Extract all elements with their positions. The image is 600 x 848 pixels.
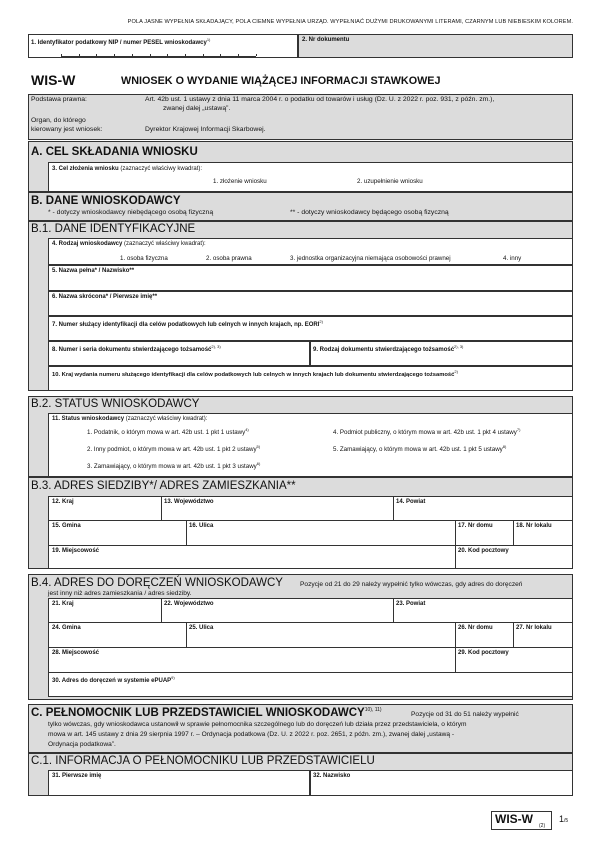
b4-commune-field[interactable]: 24. Gmina: [52, 625, 81, 631]
status-opt-2[interactable]: 2. Inny podmiot, o którym mowa w art. 42b ust. 1 pkt 2 ustawy$^{5)}$: [87, 444, 261, 454]
section-c-title: C. PEŁNOMOCNIK LUB PRZEDSTAWICIEL $WNIOSKODAWCY^{10), 11)}$: [31, 707, 382, 719]
doc-number-label: 2. Nr dokumentu: [302, 37, 350, 43]
b3-postcode-field[interactable]: 20. Kod pocztowy: [458, 548, 509, 554]
section-c-note-b: tylko wówczas, gdy wnioskodawca ustanowił w sprawie pełnomocnika szczególnego lub do doręczeń lub działa przez przedstawiciela, o którym: [48, 721, 467, 728]
proxy-last-name-label: 32. Nazwisko: [313, 773, 351, 779]
b4-epuap-field[interactable]: 30. Adres do doręczeń w systemie ePUAP$^{9)}$: [52, 675, 175, 684]
b3-county-field[interactable]: 14. Powiat: [396, 499, 426, 505]
purpose-option-1[interactable]: 1. złożenie wniosku: [213, 178, 267, 185]
nip-char-tick: [185, 54, 186, 56]
b4-apartment-field[interactable]: 27. Nr lokalu: [516, 625, 552, 631]
section-b4-note-a: Pozycje od 21 do 29 należy wypełnić tylko wówczas, gdy adres do doręczeń: [300, 581, 523, 588]
nip-char-tick: [150, 54, 151, 56]
b4-country-field[interactable]: 21. Kraj: [52, 601, 74, 607]
section-c1-title: C.1. INFORMACJA O PEŁNOMOCNIKU LUB PRZEDSTAWICIELU: [31, 755, 375, 767]
status-opt-5[interactable]: 5. Zamawiający, o którym mowa w art. 42b ust. 1 pkt 5 ustawy$^{8)}$: [333, 444, 507, 454]
section-b1-title: B.1. DANE IDENTYFIKACYJNE: [31, 223, 196, 235]
applicant-type-opt-2[interactable]: 2. osoba prawna: [206, 255, 252, 262]
b3-commune-field[interactable]: 15. Gmina: [52, 523, 81, 529]
nip-char-tick: [256, 54, 257, 56]
b4-street-field[interactable]: 25. Ulica: [189, 625, 214, 631]
status-opt-4[interactable]: 4. Podmiot publiczny, o którym mowa w art. 42b ust. 1 pkt 4 ustawy$^{7)}$: [333, 427, 521, 437]
footer-page-number: 1/5: [559, 814, 569, 824]
section-b4-title: B.4. ADRES DO DORĘCZEŃ WNIOSKODAWCY: [31, 577, 283, 589]
nip-char-tick: [132, 54, 133, 56]
nip-char-tick: [114, 54, 115, 56]
purpose-option-2[interactable]: 2. uzupełnienie wniosku: [357, 178, 423, 185]
section-b-note-2: ** - dotyczy wnioskodawcy będącego osobą fizyczną: [290, 209, 449, 216]
proxy-first-name-label: 31. Pierwsze imię: [52, 773, 102, 779]
footer-form-code: WIS-W: [495, 812, 533, 826]
status-opt-1[interactable]: 1. Podatnik, o którym mowa w art. 42b ust. 1 pkt 1 ustawy$^{4)}$: [87, 427, 249, 437]
organ-text: Dyrektor Krajowej Informacji Skarbowej.: [145, 126, 266, 133]
applicant-type-opt-4[interactable]: 4. inny: [503, 255, 522, 262]
nip-baseline: [61, 56, 256, 57]
nip-char-tick: [203, 54, 204, 56]
nip-char-tick: [61, 54, 62, 56]
nip-char-tick: [96, 54, 97, 56]
b3-house-field[interactable]: 17. Nr domu: [458, 523, 493, 529]
applicant-type-opt-3[interactable]: 3. jednostka organizacyjna niemająca osobowości prawnej: [290, 255, 451, 262]
b4-house-field[interactable]: 26. Nr domu: [458, 625, 493, 631]
b3-city-field[interactable]: 19. Miejscowość: [52, 548, 100, 554]
section-c-note-c: mowa w art. 145 ustawy z dnia 29 sierpnia 1997 r. – Ordynacja podatkowa (Dz. U. z 2022 r. poz. 2651, z późn. zm.), zwanej dalej „ustawą -: [48, 731, 455, 738]
organ-label-b: kierowany jest wniosek:: [31, 126, 103, 133]
nip-char-tick: [220, 54, 221, 56]
section-b3-title: B.3. ADRES SIEDZIBY*/ ADRES ZAMIESZKANIA**: [31, 480, 296, 492]
section-a-title: A. CEL SKŁADANIA WNIOSKU: [31, 146, 198, 158]
b4-voivodeship-field[interactable]: 22. Województwo: [164, 601, 214, 607]
short-name-label: 6. Nazwa skrócona* / Pierwsze imię**: [52, 294, 158, 300]
form-code: WIS-W: [31, 72, 76, 88]
section-b-title: B. DANE WNIOSKODAWCY: [31, 195, 181, 207]
b3-voivodeship-field[interactable]: 13. Województwo: [164, 499, 214, 505]
nip-char-tick: [238, 54, 239, 56]
nip-char-tick: [79, 54, 80, 56]
status-label: 11. Status wnioskodawcy (zaznaczyć właściwy kwadrat):: [52, 416, 208, 422]
full-name-label: 5. Nazwa pełna* / Nazwisko**: [52, 268, 135, 274]
form-title: WNIOSEK O WYDANIE WIĄŻĄCEJ INFORMACJI STAWKOWEJ: [121, 75, 441, 87]
section-b2-title: B.2. STATUS WNIOSKODAWCY: [31, 398, 200, 410]
top-note: POLA JASNE WYPEŁNIA SKŁADAJĄCY, POLA CIEMNE WYPEŁNIA URZĄD. WYPEŁNIAĆ DUŻYMI DRUKOWANYMI LITERAMI, CZARNYM LUB NIEBIESKIM KOLOREM.: [127, 19, 573, 25]
b4-city-field[interactable]: 28. Miejscowość: [52, 650, 100, 656]
section-c-note-a: Pozycje od 31 do 51 należy wypełnić: [411, 711, 519, 718]
b3-country-field[interactable]: 12. Kraj: [52, 499, 74, 505]
section-b-note-1: * - dotyczy wnioskodawcy niebędącego osobą fizyczną: [48, 209, 214, 216]
purpose-label: 3. Cel złożenia wniosku (zaznaczyć właściwy kwadrat):: [52, 166, 203, 172]
basis-text: Art. 42b ust. 1 ustawy z dnia 11 marca 2004 r. o podatku od towarów i usług (Dz. U. z 2022 r. poz. 931, z późn. zm.),: [145, 96, 495, 103]
id-number-label: 8. Numer i seria dokumentu stwierdzającego tożsamość$^{2), 3)}$: [52, 344, 221, 353]
basis-label: Podstawa prawna:: [31, 96, 87, 103]
nip-char-tick: [167, 54, 168, 56]
b3-street-field[interactable]: 16. Ulica: [189, 523, 214, 529]
b4-county-field[interactable]: 23. Powiat: [396, 601, 426, 607]
organ-label-a: Organ, do którego: [31, 117, 86, 124]
b4-postcode-field[interactable]: 29. Kod pocztowy: [458, 650, 509, 656]
id-type-label: 9. Rodzaj dokumentu stwierdzającego tożsamość$^{2), 3)}$: [313, 344, 464, 353]
issuing-country-label: 10. Kraj wydania numeru służącego identyfikacji dla celów podatkowych lub celnych w innych krajach lub dokumentu stwierdzającego tożsamość$^{2)}$: [52, 369, 458, 378]
footer-version: (2): [539, 823, 546, 829]
status-opt-3[interactable]: 3. Zamawiający, o którym mowa w art. 42b ust. 1 pkt 3 ustawy$^{6)}$: [87, 461, 261, 471]
nip-label: 1. Identyfikator podatkowy NIP / numer PESEL wnioskodawcy$^{1)}$: [31, 37, 211, 46]
applicant-type-opt-1[interactable]: 1. osoba fizyczna: [120, 255, 168, 262]
section-b4-note-b: jest inny niż adres zamieszkania / adres siedziby.: [48, 590, 192, 597]
eori-label: 7. Numer służący identyfikacji dla celów podatkowych lub celnych w innych krajach, np. EORI$^{2)}$: [52, 319, 323, 328]
applicant-type-label: 4. Rodzaj wnioskodawcy (zaznaczyć właściwy kwadrat):: [52, 241, 206, 247]
address-grid: [48, 496, 573, 569]
section-c-note-d: Ordynacja podatkowa”.: [48, 741, 116, 748]
b3-apartment-field[interactable]: 18. Nr lokalu: [516, 523, 552, 529]
basis-text-b: zwanej dalej „ustawą”.: [163, 105, 231, 112]
